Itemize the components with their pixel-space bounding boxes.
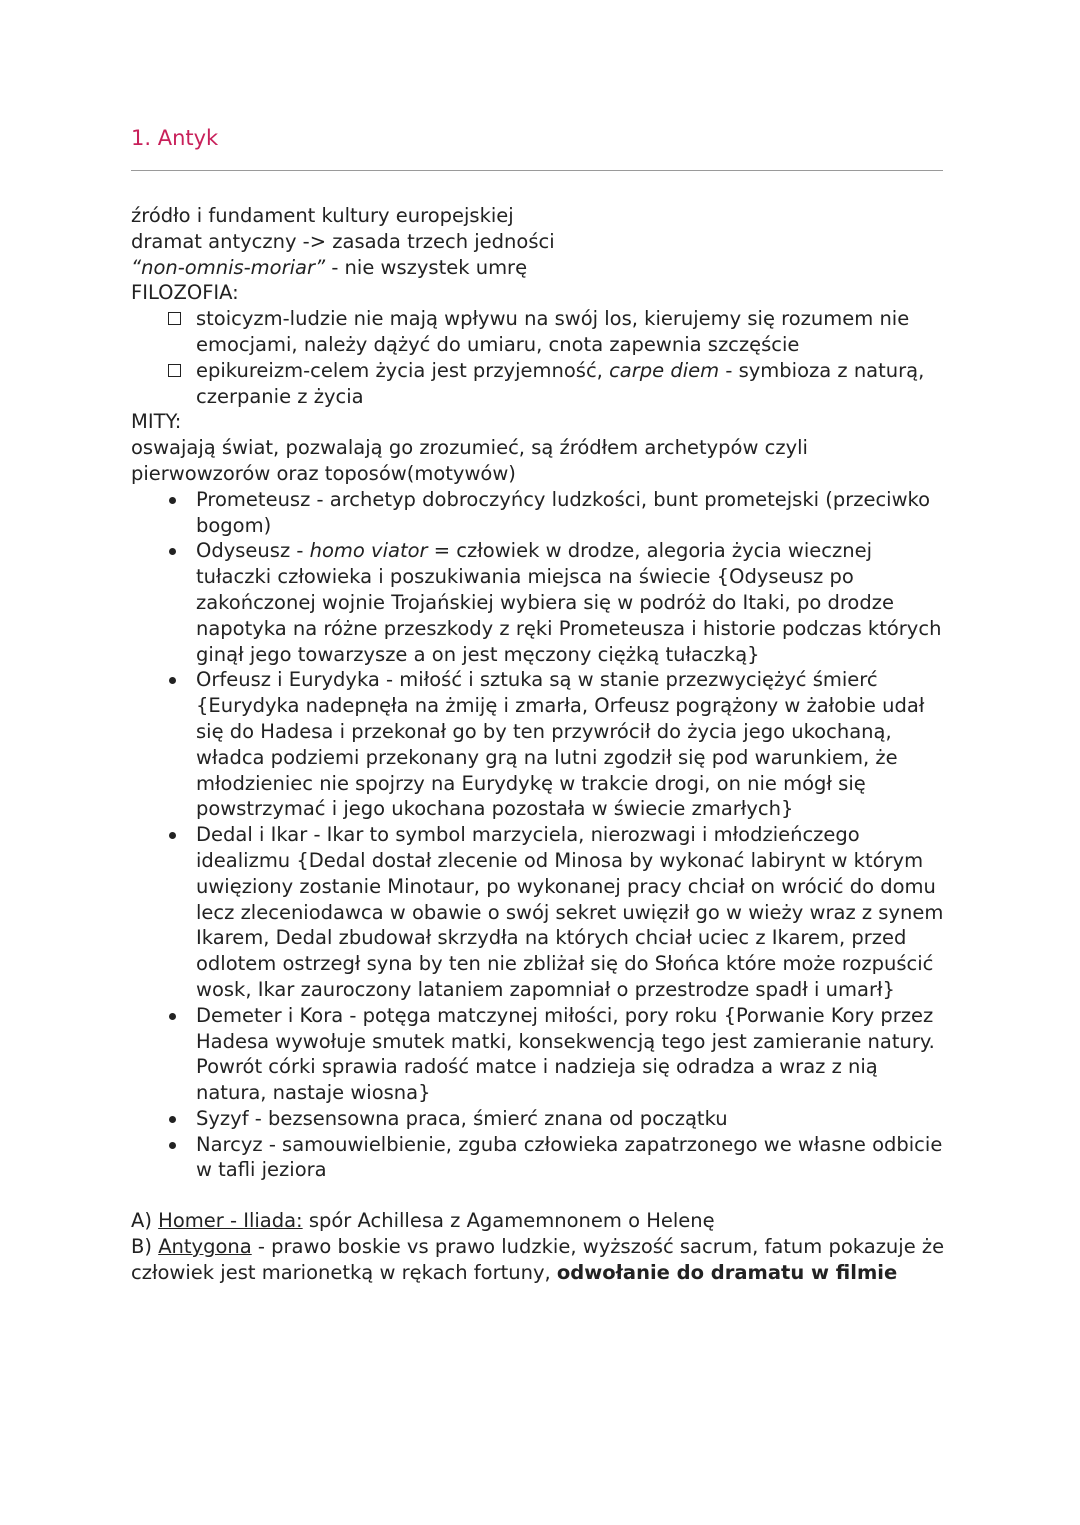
bullet-icon <box>169 1142 176 1149</box>
bullet-icon <box>169 677 176 684</box>
checklist-item-epikureizm <box>131 358 951 410</box>
homo-viator: homo viator <box>309 539 428 563</box>
stoicyzm-text: stoicyzm-ludzie nie mają wpływu na swój los, kierujemy się rozumem nie emocjami, należy dążyć do umiaru, cnota zapewnia szczęście <box>196 307 910 356</box>
epikureizm-text-b: - symbioza z naturą, czerpanie z życia <box>196 358 925 408</box>
work-b-line <box>131 1234 951 1286</box>
work-b-prefix: B) <box>131 1235 159 1259</box>
list-item-demeter <box>131 1003 951 1106</box>
heading-divider <box>131 170 943 171</box>
bullet-icon <box>169 832 176 839</box>
checkbox-icon[interactable] <box>168 312 181 325</box>
notes-body <box>131 203 951 1286</box>
epikureizm-text-a: epikureizm-celem życia jest przyjemność, <box>196 358 610 382</box>
antygona-link[interactable]: Antygona <box>158 1235 252 1259</box>
work-b-bold: odwołanie do dramatu w filmie <box>556 1260 898 1284</box>
orfeusz-text: Orfeusz i Eurydyka - miłość i sztuka są w stanie przezwyciężyć śmierć {Eurydyka nadepnęła na żmiję i zmarła, Orfeusz pogrążony w żałobie udał się do Hadesa i przekonał go by ten przywrócił do życia jego ukochaną, władca podziemi przekonany grą na lutni zgodził się pod warunkiem, że młodzieniec nie spojrzy na Eurydykę w trakcie drogi, on nie mógł się powstrzymać i jego ukochana pozostała w świecie zmarłych} <box>196 668 925 821</box>
intro-quote-line <box>131 255 951 281</box>
section-heading: 1. Antyk <box>131 126 219 150</box>
intro-line-1: źródło i fundament kultury europejskiej <box>131 204 514 227</box>
iliada-link[interactable]: Homer - Iliada: <box>158 1209 303 1233</box>
dedal-text: Dedal i Ikar - Ikar to symbol marzyciela, nierozwagi i młodzieńczego idealizmu {Dedal dostał zlecenie od Minosa by wykonać labirynt w którym uwięziony zostanie Minotaur, po wykonanej pracy chciał on wrócić do domu lecz zleceniodawca w obawie o swój sekret uwięził go w wieży wraz z synem Ikarem, Dedal zbudował skrzydła na których chciał uciec z Ikarem, przed odlotem ostrzegł syna by ten nie zbliżał się do Słońca które może rozpuścić wosk, Ikar zauroczony lataniem zapomniał o przestrodze spadł i umarł} <box>196 823 944 1001</box>
list-item-prometeusz <box>131 487 951 539</box>
filozofia-label: FILOZOFIA: <box>131 281 239 305</box>
syzyf-text: Syzyf - bezsensowna praca, śmierć znana od początku <box>196 1106 728 1130</box>
work-a-prefix: A) <box>131 1209 159 1233</box>
list-item-narcyz <box>131 1132 951 1184</box>
bullet-icon <box>169 1116 176 1123</box>
spacer <box>131 1183 951 1208</box>
intro-line-2: dramat antyczny -> zasada trzech jedności <box>131 229 555 253</box>
prometeusz-text: Prometeusz - archetyp dobroczyńcy ludzkości, bunt prometejski (przeciwko bogom) <box>196 487 931 537</box>
mity-label: MITY: <box>131 410 182 434</box>
mity-description: oswajają świat, pozwalają go zrozumieć, są źródłem archetypów czyli pierwowzorów oraz toposów(motywów) <box>131 436 808 485</box>
odyseusz-text-b: = człowiek w drodze, alegoria życia wiecznej tułaczki człowieka i poszukiwania miejsca na świecie {Odyseusz po zakończonej wojnie Trojańskiej wybiera się w podróż do Itaki, po drodze napotyka na różne przeszkody z ręki Prometeusza i historie podczas których ginął jego towarzysze a on jest męczony ciężką tułaczką} <box>196 539 942 666</box>
latin-quote: “non-omnis-moriar” <box>131 255 326 279</box>
list-item-dedal <box>131 822 951 1003</box>
demeter-text: Demeter i Kora - potęga matczynej miłości, pory roku {Porwanie Kory przez Hadesa wywołuje smutek matki, konsekwencją tego jest zamieranie natury. Powrót córki sprawia radość matce i nadzieja się odradza a wraz z nią natura, nastaje wiosna} <box>196 1003 935 1105</box>
bullet-icon <box>169 548 176 555</box>
work-a-line <box>131 1208 951 1234</box>
list-item-syzyf <box>131 1106 951 1132</box>
work-a-text: spór Achillesa z Agamemnonem o Helenę <box>302 1209 715 1233</box>
carpe-diem: carpe diem <box>609 358 720 382</box>
list-item-orfeusz <box>131 667 951 822</box>
odyseusz-text-a: Odyseusz - <box>196 539 310 563</box>
narcyz-text: Narcyz - samouwielbienie, zguba człowieka zapatrzonego we własne odbicie w tafli jeziora <box>196 1132 943 1182</box>
checkbox-icon[interactable] <box>168 364 181 377</box>
work-b-text: - prawo boskie vs prawo ludzkie, wyższość sacrum, fatum pokazuje że człowiek jest marionetką w rękach fortuny, <box>131 1235 945 1284</box>
myths-list <box>131 487 951 1184</box>
philosophy-checklist <box>131 306 951 409</box>
list-item-odyseusz <box>131 538 951 667</box>
quote-translation: - nie wszystek umrę <box>325 255 528 279</box>
checklist-item-stoicyzm <box>131 306 951 358</box>
bullet-icon <box>169 497 176 504</box>
bullet-icon <box>169 1013 176 1020</box>
